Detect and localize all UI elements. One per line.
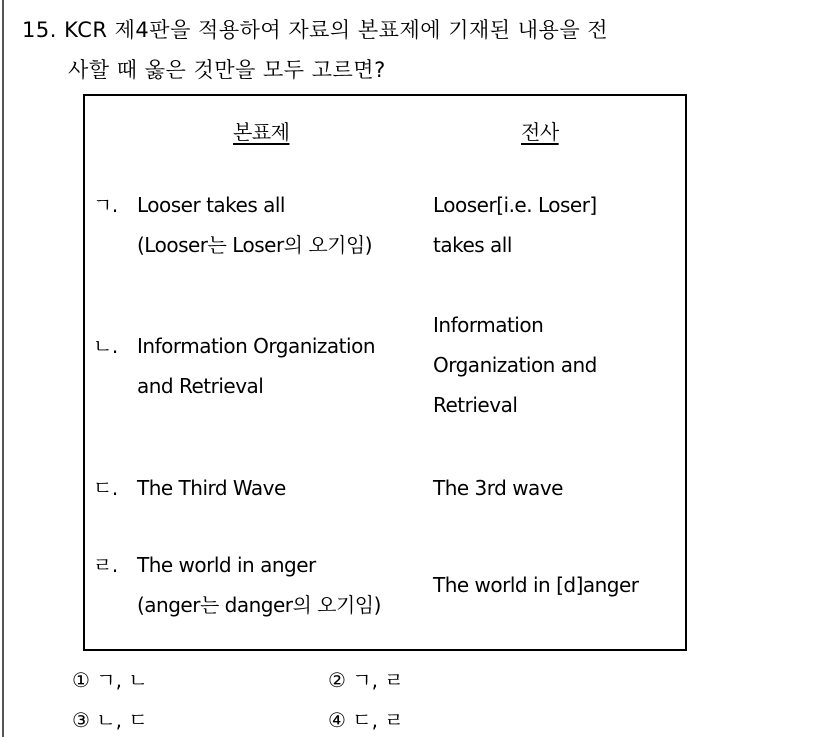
row-transcription: takes all [433, 233, 512, 257]
choice-text: ㄴ, ㄷ [96, 708, 148, 732]
choice-number: ③ [72, 708, 90, 732]
row-transcription: Organization and [433, 353, 597, 377]
header-transcription: 전사 [521, 120, 559, 144]
row-title: The world in anger [137, 553, 316, 577]
example-table [83, 94, 687, 651]
choice-text: ㄱ, ㄹ [352, 668, 404, 692]
question-text-1: KCR 제4판을 적용하여 자료의 본표제에 기재된 내용을 전 [64, 18, 609, 42]
row-transcription: Information [433, 313, 544, 337]
question-number: 15. [22, 18, 57, 42]
choice-number: ④ [328, 708, 346, 732]
choice-4[interactable] [328, 708, 404, 732]
row-marker: ㄷ. [93, 476, 118, 500]
row-transcription: The world in [d]anger [433, 573, 639, 597]
header-title: 본표제 [233, 120, 290, 144]
page-margin-line [2, 0, 4, 737]
choice-number: ① [72, 668, 90, 692]
choice-3[interactable] [72, 708, 148, 732]
question-line-1 [22, 18, 608, 42]
row-transcription: The 3rd wave [433, 476, 563, 500]
choice-2[interactable] [328, 668, 404, 692]
choice-text: ㄱ, ㄴ [96, 668, 148, 692]
choice-1[interactable] [72, 668, 148, 692]
row-transcription: Looser[i.e. Loser] [433, 193, 597, 217]
row-marker: ㄴ. [93, 334, 118, 358]
row-title: The Third Wave [137, 476, 286, 500]
question-text-2: 사할 때 옳은 것만을 모두 고르면? [68, 58, 386, 82]
row-title: Looser takes all [137, 193, 285, 217]
choice-number: ② [328, 668, 346, 692]
row-marker: ㄹ. [93, 553, 118, 577]
row-title: and Retrieval [137, 374, 264, 398]
row-title: (Looser는 Loser의 오기임) [137, 233, 373, 257]
row-transcription: Retrieval [433, 393, 518, 417]
row-marker: ㄱ. [93, 193, 118, 217]
row-title: (anger는 danger의 오기임) [137, 593, 381, 617]
row-title: Information Organization [137, 334, 375, 358]
choice-text: ㄷ, ㄹ [352, 708, 404, 732]
